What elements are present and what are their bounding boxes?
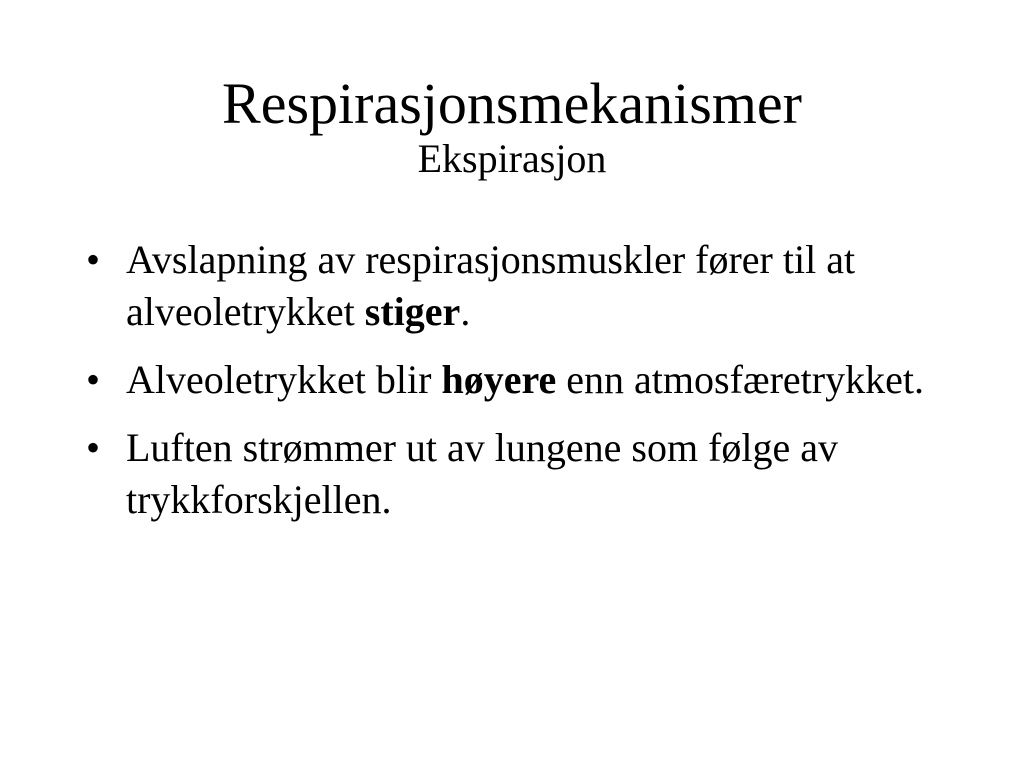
bullet-item	[86, 354, 956, 406]
bullet-icon: •	[86, 357, 101, 402]
bullet-emphasis: høyere	[441, 357, 557, 402]
bullet-item	[86, 234, 956, 338]
bullet-text: Alveoletrykket blir	[126, 357, 442, 402]
bullet-emphasis: stiger	[364, 289, 461, 334]
bullet-text-end: .	[460, 289, 471, 334]
title-block	[0, 72, 1024, 182]
slide-subtitle: Ekspirasjon	[417, 136, 607, 181]
slide-title: Respirasjonsmekanismer	[222, 71, 802, 136]
bullet-icon: •	[86, 425, 101, 470]
bullet-text: Luften strømmer ut av lungene som følge av trykkforskjellen.	[126, 425, 839, 522]
bullet-text: Avslapning av respirasjonsmuskler fører til at alveoletrykket	[126, 237, 856, 334]
bullet-icon: •	[86, 237, 101, 282]
bullet-text-end: enn atmosfæretrykket.	[556, 357, 924, 402]
bullet-list	[86, 234, 956, 542]
bullet-item	[86, 422, 956, 526]
